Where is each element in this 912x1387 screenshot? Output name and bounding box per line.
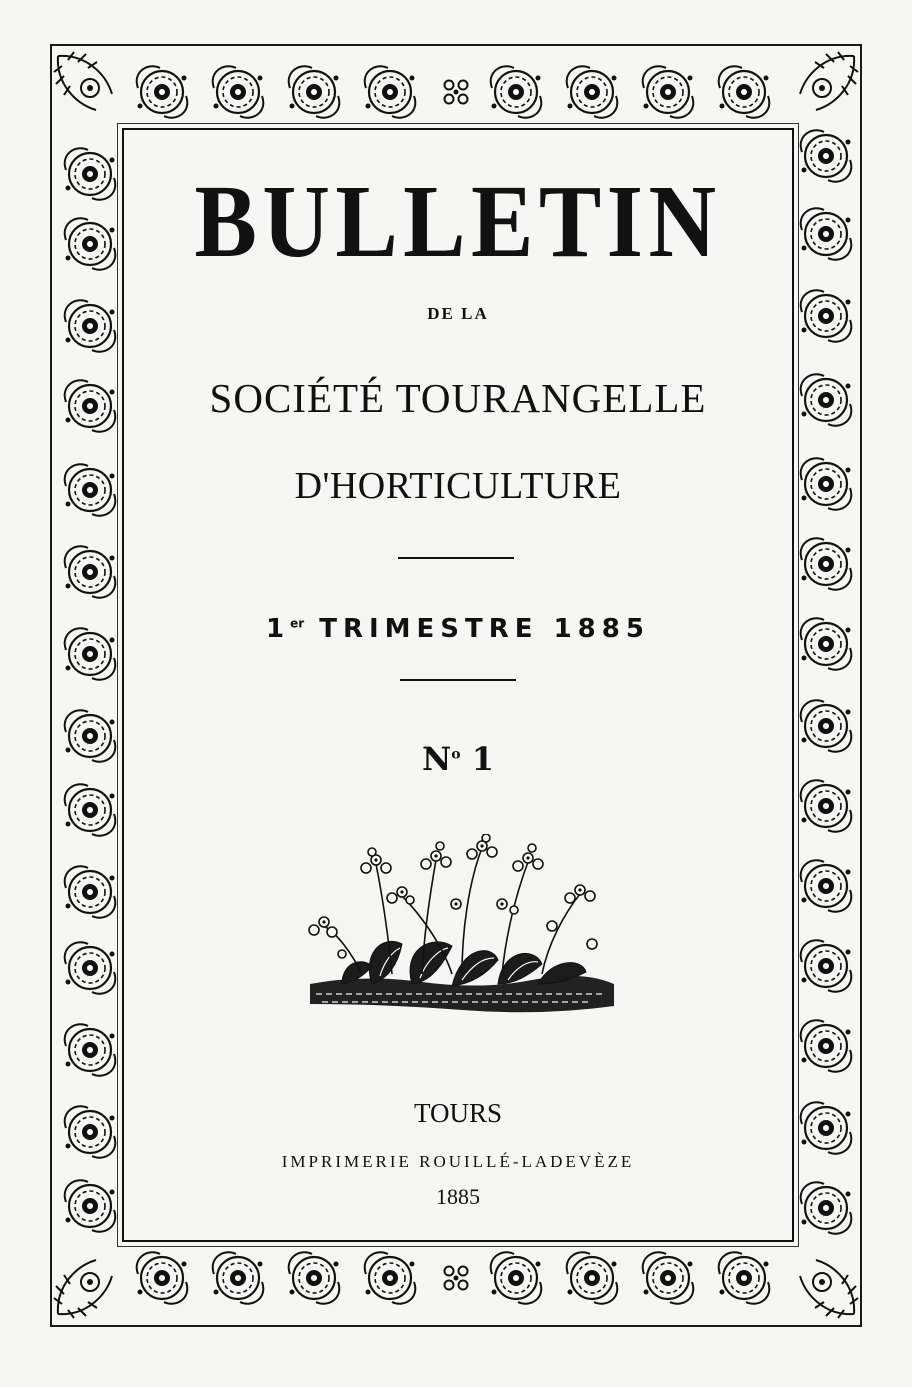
inner-frame (122, 128, 794, 1242)
divider-rule-top (398, 557, 514, 559)
issue-number-line (122, 740, 794, 778)
bulletin-title: BULLETIN (194, 164, 722, 279)
issue-prefix: N (422, 740, 452, 778)
city-name: TOURS (413, 1098, 503, 1128)
quarter-ordinal: 1 (266, 614, 291, 644)
issue-prefix-sup: o (451, 746, 461, 763)
society-name: SOCIÉTÉ TOURANGELLE (209, 375, 707, 421)
quarter-line (122, 614, 794, 644)
divider-rule-bottom (400, 679, 516, 681)
quarter-text: TRIMESTRE 1885 (319, 614, 650, 644)
printer-name: IMPRIMERIE ROUILLÉ-LADEVÈZE (281, 1152, 635, 1171)
subject-name: D'HORTICULTURE (294, 465, 622, 507)
quarter-ordinal-suffix: er (290, 616, 305, 631)
flower-vignette (302, 834, 622, 1020)
publication-year: 1885 (436, 1184, 480, 1209)
issue-number: 1 (471, 740, 494, 778)
connector-text: DE LA (427, 304, 489, 323)
